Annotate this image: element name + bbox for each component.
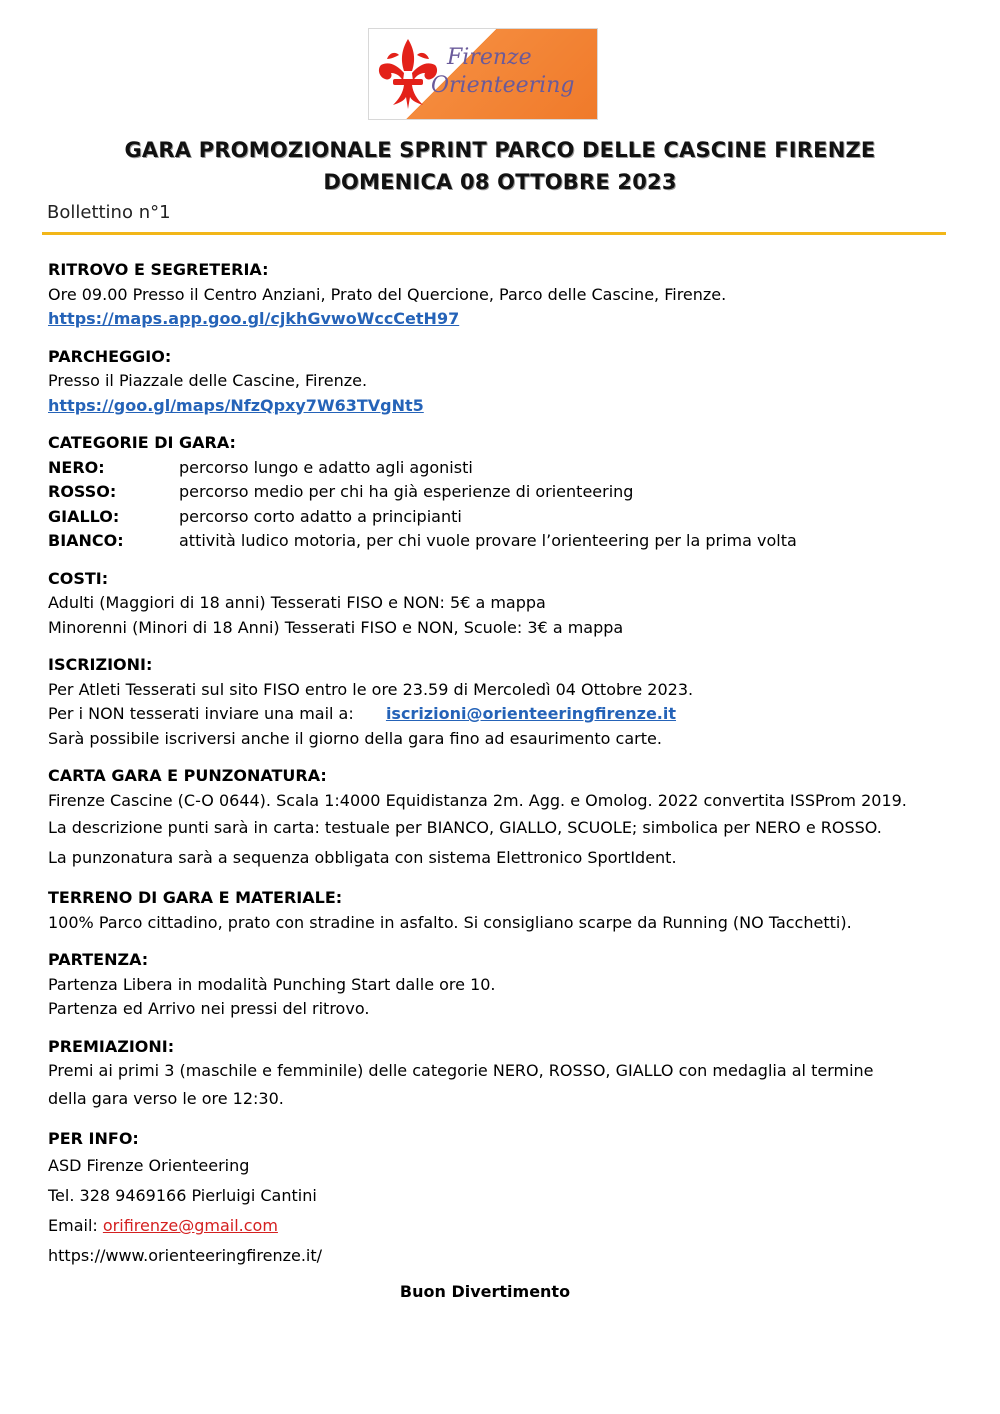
category-row (48, 480, 958, 505)
section-costi (48, 567, 958, 641)
section-info (48, 1127, 958, 1272)
carta-mappa: Firenze Cascine (C-O 0644). Scala 1:4000 Equidistanza 2m. Agg. e Omolog. 2022 convertita ISSProm 2019. (48, 790, 907, 810)
category-description: percorso medio per chi ha già esperienze di orienteering (179, 482, 634, 501)
document-title: GARA PROMOZIONALE SPRINT PARCO DELLE CASCINE FIRENZE (124, 138, 876, 162)
section-heading: ISCRIZIONI: (48, 655, 153, 674)
logo-text-firenze: Firenze (447, 45, 532, 70)
category-row (48, 529, 958, 554)
header-divider (42, 232, 946, 235)
info-organization: ASD Firenze Orienteering (48, 1156, 250, 1175)
section-heading: PARCHEGGIO: (48, 346, 172, 366)
info-email-link[interactable]: orifirenze@gmail.com (102, 1216, 278, 1235)
iscrizioni-giorno-gara: Sarà possibile iscriversi anche il giorno della gara fino ad esaurimento carte. (48, 728, 662, 748)
closing-greeting: Buon Divertimento (399, 1282, 571, 1301)
section-heading: CARTA GARA E PUNZONATURA: (48, 766, 327, 785)
section-heading: RITROVO E SEGRETERIA: (48, 260, 269, 279)
bulletin-body (48, 258, 958, 1284)
costi-minorenni: Minorenni (Minori di 18 Anni) Tesserati FISO e NON, Scuole: 3€ a mappa (48, 617, 624, 637)
bulletin-number: Bollettino n°1 (47, 202, 171, 223)
parcheggio-text: Presso il Piazzale delle Cascine, Firenze. (48, 371, 368, 390)
section-heading: CATEGORIE DI GARA: (48, 433, 236, 452)
section-heading: PARTENZA: (48, 950, 149, 969)
info-website[interactable]: https://www.orienteeringfirenze.it/ (48, 1246, 323, 1265)
section-premiazioni (48, 1035, 958, 1114)
logo-text-orienteering: Orienteering (431, 73, 575, 98)
section-ritrovo (48, 258, 958, 332)
category-description: percorso corto adatto a principianti (179, 506, 462, 526)
carta-descrizione: La descrizione punti sarà in carta: testuale per BIANCO, GIALLO, SCUOLE; simbolica per NERO e ROSSO. (48, 818, 882, 837)
section-iscrizioni (48, 653, 958, 751)
category-row (48, 505, 958, 530)
section-carta (48, 764, 958, 873)
ritrovo-map-link[interactable]: https://maps.app.goo.gl/cjkhGvwoWccCetH97 (48, 309, 460, 328)
partenza-luogo: Partenza ed Arrivo nei pressi del ritrovo. (48, 999, 370, 1018)
category-row (48, 456, 958, 481)
iscrizioni-tesserati: Per Atleti Tesserati sul sito FISO entro le ore 23.59 di Mercoledì 04 Ottobre 2023. (48, 679, 694, 699)
section-heading: TERRENO DI GARA E MATERIALE: (48, 888, 343, 907)
parcheggio-map-link[interactable]: https://goo.gl/maps/NfzQpxy7W63TVgNt5 (48, 395, 424, 415)
iscrizioni-email-link[interactable]: iscrizioni@orienteeringfirenze.it (385, 704, 677, 723)
ritrovo-text: Ore 09.00 Presso il Centro Anziani, Prato del Quercione, Parco delle Cascine, Firenze. (48, 284, 727, 304)
section-heading: COSTI: (48, 568, 109, 588)
section-partenza (48, 948, 958, 1022)
category-name: NERO: (48, 457, 105, 477)
terreno-text: 100% Parco cittadino, prato con stradine in asfalto. Si consigliano scarpe da Running (NO Tacchetti). (48, 912, 852, 932)
iscrizioni-non-tesserati (48, 702, 958, 727)
info-telephone: Tel. 328 9469166 Pierluigi Cantini (48, 1186, 317, 1205)
category-name: ROSSO: (48, 482, 117, 501)
section-terreno (48, 886, 958, 935)
carta-punzonatura: La punzonatura sarà a sequenza obbligata con sistema Elettronico SportIdent. (48, 848, 677, 867)
section-categorie (48, 431, 958, 554)
info-email-label: Email: (48, 1216, 98, 1235)
section-parcheggio (48, 345, 958, 419)
info-email-line (48, 1211, 958, 1241)
section-heading: PREMIAZIONI: (48, 1036, 175, 1056)
section-heading: PER INFO: (48, 1128, 139, 1148)
category-name: BIANCO: (48, 531, 124, 550)
document-date: DOMENICA 08 OTTOBRE 2023 (323, 170, 677, 194)
costi-adulti: Adulti (Maggiori di 18 anni) Tesserati FISO e NON: 5€ a mappa (48, 593, 546, 612)
firenze-orienteering-logo (368, 28, 598, 120)
category-name: GIALLO: (48, 506, 120, 526)
partenza-modalita: Partenza Libera in modalità Punching Start dalle ore 10. (48, 974, 496, 994)
premiazioni-line-1: Premi ai primi 3 (maschile e femminile) delle categorie NERO, ROSSO, GIALLO con medaglia al termine (48, 1061, 874, 1080)
category-description: percorso lungo e adatto agli agonisti (179, 457, 473, 477)
premiazioni-line-2: della gara verso le ore 12:30. (48, 1088, 284, 1108)
iscrizioni-mail-prefix: Per i NON tesserati inviare una mail a: (48, 704, 354, 723)
category-description: attività ludico motoria, per chi vuole provare l’orienteering per la prima volta (179, 531, 797, 550)
